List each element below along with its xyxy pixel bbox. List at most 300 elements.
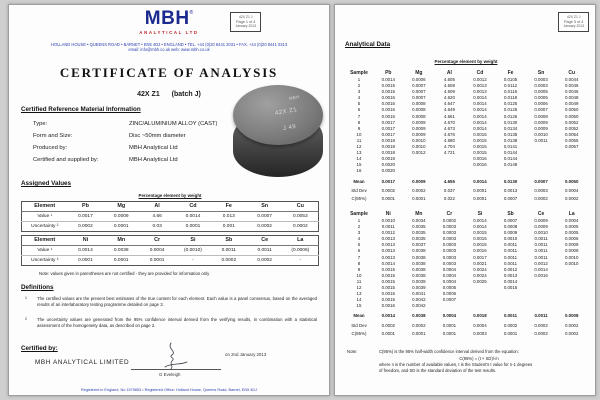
table-cell: 0.0038	[412, 266, 426, 272]
table-cell: Uncertainty ²	[31, 258, 59, 263]
table-cell: 3	[357, 230, 361, 236]
table-cell: 0.0005	[442, 285, 457, 291]
table-cell: Disc ~50mm diameter	[129, 133, 186, 139]
address-line: HOLLAND HOUSE • QUEENS ROAD • BARNET • EN5 4DJ • ENGLAND • TEL. +44 (0)20 8441 2031 • FAX. +44 (0)20 8441 0313	[50, 42, 288, 47]
std-dev-row	[345, 185, 587, 194]
table-cell: 0.0052	[564, 119, 579, 125]
table-cell: 0.0011	[534, 313, 548, 319]
table-cell: 0.0002	[292, 224, 308, 229]
table-cell: 0.0014	[473, 113, 487, 119]
batch-label: (batch J)	[171, 91, 201, 98]
table-cell: Cr	[446, 211, 453, 217]
table-cell: 8	[357, 119, 361, 125]
mean-row	[345, 175, 587, 185]
table-cell: 0.0009	[564, 248, 579, 254]
table-cell: 0.0002	[534, 330, 548, 336]
table-cell: 0.0130	[503, 119, 518, 125]
table-cell: 5	[357, 101, 361, 107]
assigned-values-heading: Assigned Values	[21, 180, 72, 187]
table-cell: 0.0007	[503, 195, 518, 201]
uncertainty-row	[22, 222, 319, 232]
table-cell: 0.0014	[381, 260, 395, 266]
table-cell: 0.0004	[564, 187, 579, 193]
table-cell: 0.0017	[68, 212, 104, 222]
table-cell: 6	[357, 107, 361, 113]
table-cell: 0.0009	[534, 218, 548, 223]
certificate-page-1	[8, 4, 330, 396]
table-cell: 0.0014	[381, 77, 395, 82]
table-cell: 9	[357, 266, 361, 272]
table-cell: 0.0126	[503, 113, 518, 119]
table-cell: Sb	[507, 211, 514, 217]
definition-2	[25, 317, 317, 328]
analytical-table-2-stats	[345, 309, 587, 336]
table-cell: 0.0011	[534, 254, 548, 260]
table-cell: 0.0004	[442, 266, 457, 272]
table-cell: 0.0019	[381, 156, 395, 162]
table-cell: 4.66	[139, 212, 175, 222]
table-cell: 0.0135	[503, 131, 518, 137]
table-cell: ZINC/ALUMINIUM ALLOY (CAST)	[129, 121, 218, 127]
analytical-table-1	[345, 69, 587, 202]
table-cell: 13	[356, 150, 362, 156]
table-cell: 0.0134	[503, 125, 518, 131]
table-cell: 0.0001	[473, 195, 487, 201]
table-cell: Value ¹	[22, 246, 68, 256]
table-cell: 0.0003	[534, 187, 548, 193]
table-cell: Al	[139, 202, 175, 212]
table-cell: 0.0016	[381, 107, 395, 113]
table-cell: 4.605	[443, 77, 455, 82]
table-cell: 0.0018	[381, 150, 395, 156]
table-cell: 0.0015	[503, 285, 518, 291]
table-cell: 4.670	[443, 119, 455, 125]
table-cell: 4.676	[443, 131, 455, 137]
table-cell: 0.0009	[564, 242, 579, 248]
table-cell: 0.0011	[534, 242, 548, 248]
table-cell: Uncertainty ²	[31, 224, 59, 229]
table-cell: 0.0002	[221, 258, 237, 263]
table-cell: 0.0015	[473, 150, 487, 156]
table-cell: 0.0048	[564, 95, 579, 101]
table-cell: 0.0014	[473, 95, 487, 101]
table-cell: 0.0118	[503, 95, 518, 101]
certifying-company: MBH ANALYTICAL LIMITED	[35, 359, 130, 366]
table-cell: Element	[22, 202, 68, 212]
table-cell: 0.0011	[381, 224, 395, 230]
note-line: C(95%) is the 95% half-width confidence interval derived from the equation:	[379, 349, 519, 354]
table-cell: Cr	[139, 236, 175, 246]
table-cell: Element	[22, 236, 68, 246]
stamp-code: 42X Z1 J	[566, 15, 581, 19]
table-cell: Certified and supplied by:	[33, 157, 99, 163]
table-cell: 0.0010	[564, 254, 579, 260]
table-cell: 0.0024	[473, 272, 487, 278]
table-cell: 0.0001	[381, 195, 395, 201]
table-cell: Cu	[568, 70, 576, 76]
table-cell: 0.0116	[503, 89, 518, 95]
analytical-table-1-stats	[345, 175, 587, 202]
crm-info-heading: Certified Reference Material Information	[21, 106, 141, 113]
table-cell: 4.704	[443, 144, 455, 150]
table-cell: 0.0008	[412, 107, 426, 113]
table-cell: 0.0003	[442, 236, 457, 242]
table-cell: 0.0021	[473, 260, 487, 266]
analytical-table-1-rows	[345, 77, 587, 175]
table-cell: 7	[357, 254, 361, 260]
table-cell: La	[283, 236, 319, 246]
table-cell: 0.0014	[473, 119, 487, 125]
table-cell: Sn	[247, 202, 283, 212]
table-cell: 0.0007	[412, 83, 426, 89]
table-cell: 0.0126	[503, 107, 518, 113]
parentheses-note: Note: values given in parentheses are not certified - they are provided for information only	[39, 271, 210, 276]
stamp-page-number: Page 3 of 4	[564, 19, 584, 24]
table-cell: 2	[357, 83, 361, 89]
table-cell: 0.0050	[564, 113, 579, 119]
table-cell: 0.0017	[381, 178, 395, 184]
page-title: CERTIFICATE OF ANALYSIS	[59, 65, 279, 80]
table-cell: 0.0008	[534, 113, 548, 119]
stamp-date: January 2013	[563, 24, 584, 29]
confidence-equation: C(95%) = (t × SD)/√n	[459, 355, 499, 361]
table-cell: 0.0011	[503, 242, 518, 248]
table-cell: 0.0050	[564, 178, 579, 184]
stamp-code: 42X Z1 J	[238, 15, 253, 19]
table-cell: 0.0006	[534, 101, 548, 107]
table-cell: 0.0005	[534, 95, 548, 101]
confidence-row	[345, 329, 587, 337]
table-header-row	[345, 69, 587, 77]
table-cell: 0.0005	[564, 230, 579, 236]
table-cell: 0.0016	[381, 95, 395, 101]
table-cell: (0.0006)	[283, 246, 319, 256]
table-cell: 0.0010	[412, 144, 426, 150]
table-cell: 0.0015	[473, 242, 487, 248]
definitions-heading: Definitions	[21, 284, 54, 291]
value-row	[22, 212, 319, 222]
table-cell: Mg	[103, 202, 139, 212]
table-cell: 0.0010	[412, 137, 426, 143]
table-cell: 0.0038	[412, 313, 426, 319]
table-cell: 0.0012	[503, 266, 518, 272]
table-cell: Std Dev	[351, 187, 367, 193]
table-cell: 0.0010	[564, 260, 579, 266]
table-header-row	[345, 210, 587, 218]
table-cell: 1	[357, 77, 361, 82]
table-cell: 0.0009	[412, 178, 426, 184]
table-cell: Fe	[211, 202, 247, 212]
table-cell: 0.0141	[503, 144, 518, 150]
confidence-note	[379, 349, 579, 373]
table-cell: 0.0020	[381, 162, 395, 168]
table-cell: (0.0010)	[175, 246, 211, 256]
disc-engraving-brand: MBH	[288, 94, 301, 101]
table-cell: 0.0001	[442, 322, 457, 328]
table-cell: 0.0003	[442, 260, 457, 266]
table-cell: 0.0009	[534, 125, 548, 131]
table-cell: 0.0017	[473, 254, 487, 260]
table-cell: 0.0001	[503, 330, 518, 336]
table-cell: 4.647	[443, 101, 455, 107]
table-cell: 0.0011	[534, 236, 548, 242]
table-cell: 4.661	[443, 113, 455, 119]
contact-line: email: info@mbh.co.uk web: www.mbh.co.uk	[128, 47, 210, 53]
table-cell: 0.0013	[381, 248, 395, 254]
table-cell: Mn	[103, 236, 139, 246]
table-cell: 0.0035	[412, 224, 426, 230]
table-cell: Mean	[353, 178, 365, 184]
table-cell: 0.0149	[503, 162, 518, 168]
table-cell: Fe	[507, 70, 514, 76]
table-cell: 0.0041	[412, 291, 426, 297]
table-cell: Form and Size:	[33, 133, 73, 139]
table-cell: 10	[356, 272, 362, 278]
table-cell: 0.0010	[534, 131, 548, 137]
table-cell: Mn	[415, 211, 423, 217]
table-cell: 0.0003	[442, 248, 457, 254]
table-cell: Mean	[353, 313, 365, 319]
table-cell: 0.0053	[283, 212, 319, 222]
table-cell: 0.0017	[381, 131, 395, 137]
table-cell: Cu	[283, 202, 319, 212]
table-cell: 0.0002	[442, 218, 457, 223]
table-cell: Si	[175, 236, 211, 246]
std-dev-row	[345, 320, 587, 329]
table-cell: 0.0011	[247, 246, 283, 256]
table-cell: 0.0003	[534, 77, 548, 82]
disc-top-face	[233, 85, 323, 145]
table-cell: 0.0002	[381, 187, 395, 193]
table-cell: 0.0012	[534, 260, 548, 266]
footnote-number: 1	[25, 296, 27, 300]
table-cell: 0.0003	[534, 83, 548, 89]
table-cell: 0.0034	[412, 218, 426, 223]
table-cell: 0.0046	[564, 89, 579, 95]
disc-engraving-code: 42X Z1	[274, 107, 298, 117]
table-cell: 0.0039	[412, 285, 426, 291]
table-cell: 10	[356, 131, 362, 137]
table-header-row	[22, 202, 319, 212]
table-cell: 16	[356, 168, 362, 174]
table-cell: 0.0003	[442, 224, 457, 230]
table-cell: 0.0004	[442, 313, 457, 319]
table-cell: 0.0016	[473, 248, 487, 254]
analytical-table-2-body	[345, 210, 587, 218]
assigned-table-1-body	[22, 202, 319, 232]
table-cell: Cd	[476, 70, 484, 76]
table-cell: 0.0013	[503, 272, 518, 278]
table-cell: Pb	[68, 202, 104, 212]
table-cell: Cd	[175, 202, 211, 212]
table-cell: 0.0007	[503, 218, 518, 223]
analytical-data-heading: Analytical Data	[345, 41, 391, 48]
table-cell: 0.0035	[412, 236, 426, 242]
table-cell: 0.0010	[381, 218, 395, 223]
table-cell: 0.0009	[412, 119, 426, 125]
table-cell: 14	[356, 156, 362, 162]
table-cell: 0.037	[443, 187, 455, 193]
table-cell: 0.0013	[473, 89, 487, 95]
table-cell: 0.0014	[68, 246, 104, 256]
table-cell: 0.0015	[473, 144, 487, 150]
table-cell: 0.0038	[412, 260, 426, 266]
table-cell: 0.0009	[534, 119, 548, 125]
table-cell: 0.0016	[534, 272, 548, 278]
table-cell: Ce	[537, 211, 545, 217]
table-cell: 14	[356, 297, 362, 303]
table-cell: 15	[356, 162, 362, 168]
table-cell: 9	[357, 125, 361, 131]
table-cell: 0.0014	[473, 218, 487, 223]
table-cell: 2	[357, 224, 361, 230]
table-cell: 0.0007	[247, 212, 283, 222]
table-cell: 0.0013	[473, 83, 487, 89]
table-cell: 0.0013	[381, 254, 395, 260]
table-cell: 0.0008	[412, 101, 426, 107]
table-cell: 0.0004	[442, 278, 457, 284]
table-cell: 0.0125	[503, 101, 518, 107]
table-cell: 8	[357, 260, 361, 266]
table-cell: 13	[356, 291, 362, 297]
percentage-label-right: Percentage element by weight	[434, 59, 498, 64]
table-cell: 0.0006	[564, 236, 579, 242]
signatory-name: G Eveleigh	[159, 372, 181, 377]
table-cell: 0.0038	[412, 272, 426, 278]
table-cell: 1	[357, 218, 361, 223]
table-cell: 0.0144	[503, 156, 518, 162]
table-cell: 0.0017	[381, 125, 395, 131]
table-cell: 0.0014	[381, 313, 395, 319]
table-cell: 4	[357, 236, 361, 242]
page-stamp	[558, 12, 589, 32]
registered-trademark-icon: ®	[189, 10, 194, 16]
table-cell: 0.0015	[473, 230, 487, 236]
table-cell: 0.0025	[473, 278, 487, 284]
table-cell: 0.0010	[534, 230, 548, 236]
table-cell: Type:	[33, 121, 48, 127]
table-cell: 0.0020	[381, 168, 395, 174]
table-cell: 0.0008	[564, 313, 579, 319]
table-cell: 0.0057	[564, 144, 579, 150]
table-cell: 0.0001	[442, 330, 457, 336]
table-cell: 0.0006	[412, 77, 426, 82]
table-cell: 0.0002	[503, 322, 518, 328]
analytical-table-2	[345, 210, 587, 337]
table-cell: 0.0003	[473, 330, 487, 336]
table-cell: 0.0014	[534, 266, 548, 272]
table-cell: 0.0054	[564, 131, 579, 137]
table-cell: 0.0008	[412, 113, 426, 119]
page-stamp	[230, 12, 261, 32]
table-cell: 0.0018	[381, 137, 395, 143]
table-cell: MBH Analytical Ltd	[129, 145, 178, 151]
table-cell: 12	[356, 285, 362, 291]
table-cell: 0.0007	[534, 178, 548, 184]
table-cell: 4.649	[443, 107, 455, 113]
value-row	[22, 246, 319, 256]
table-cell: 0.0015	[381, 297, 395, 303]
table-cell: 0.0002	[534, 322, 548, 328]
table-cell: 0.0035	[412, 230, 426, 236]
table-cell: 0.0144	[503, 150, 518, 156]
table-cell: Si	[477, 211, 483, 217]
table-cell: Pb	[385, 70, 392, 76]
table-cell: Sb	[211, 236, 247, 246]
table-cell: 0.0015	[381, 291, 395, 297]
table-cell: 0.0037	[412, 242, 426, 248]
mean-row	[345, 309, 587, 319]
table-cell: 0.013	[211, 212, 247, 222]
table-cell: 0.0014	[175, 212, 211, 222]
table-cell: 0.0012	[412, 150, 426, 156]
table-cell: 0.0008	[503, 224, 518, 230]
table-cell: 0.0002	[412, 322, 426, 328]
table-cell: 0.0014	[473, 224, 487, 230]
table-cell: 0.0003	[442, 230, 457, 236]
table-cell: 0.0015	[381, 285, 395, 291]
table-cell: 4	[357, 95, 361, 101]
table-cell: 0.0009	[103, 212, 139, 222]
company-address	[9, 42, 329, 53]
table-cell: 0.022	[443, 195, 455, 201]
table-cell: 3	[357, 89, 361, 95]
table-cell: 0.0012	[473, 77, 487, 82]
table-cell: 0.0004	[564, 218, 579, 223]
table-cell: 0.0130	[503, 178, 518, 184]
table-cell: 7	[357, 113, 361, 119]
table-cell: Ni	[385, 211, 391, 217]
logo-subtitle: ANALYTICAL LTD	[139, 30, 199, 35]
table-cell: 0.0003	[442, 242, 457, 248]
table-cell: C(95%)	[351, 195, 367, 201]
table-cell: 0.0015	[473, 137, 487, 143]
table-cell: 0.0050	[564, 107, 579, 113]
table-cell: 0.0005	[534, 89, 548, 95]
table-cell: Sample	[350, 70, 368, 76]
table-cell: 0.0038	[103, 246, 139, 256]
table-cell: 0.0016	[473, 162, 487, 168]
table-cell: Mg	[415, 70, 423, 76]
table-cell: 0.0052	[564, 125, 579, 131]
table-cell: 0.0016	[381, 303, 395, 309]
certificate-page-3	[334, 4, 596, 396]
table-cell: Ce	[247, 236, 283, 246]
table-header-row	[22, 236, 319, 246]
table-cell: 0.0010	[503, 236, 518, 242]
table-cell: 0.0001	[149, 258, 165, 263]
table-cell: 0.0011	[503, 254, 518, 260]
metal-disc	[232, 85, 324, 185]
table-cell: Value ¹	[22, 212, 68, 222]
table-cell: 0.0044	[564, 77, 579, 82]
table-cell: 0.0002	[257, 224, 272, 229]
table-cell: -	[192, 258, 194, 263]
table-cell: 0.0004	[473, 322, 487, 328]
table-cell: 0.0011	[211, 246, 247, 256]
table-cell: 0.0038	[412, 254, 426, 260]
uncertainty-row	[22, 256, 319, 266]
table-cell: La	[568, 211, 575, 217]
table-cell: 12	[356, 144, 362, 150]
assigned-table-2-body	[22, 236, 319, 266]
table-cell: 0.0007	[412, 89, 426, 95]
logo-text: MBH	[144, 8, 190, 29]
table-cell: 0.0011	[503, 248, 518, 254]
table-cell: 0.0014	[473, 125, 487, 131]
table-cell: 0.0002	[381, 322, 395, 328]
table-cell: Sn	[537, 70, 545, 76]
